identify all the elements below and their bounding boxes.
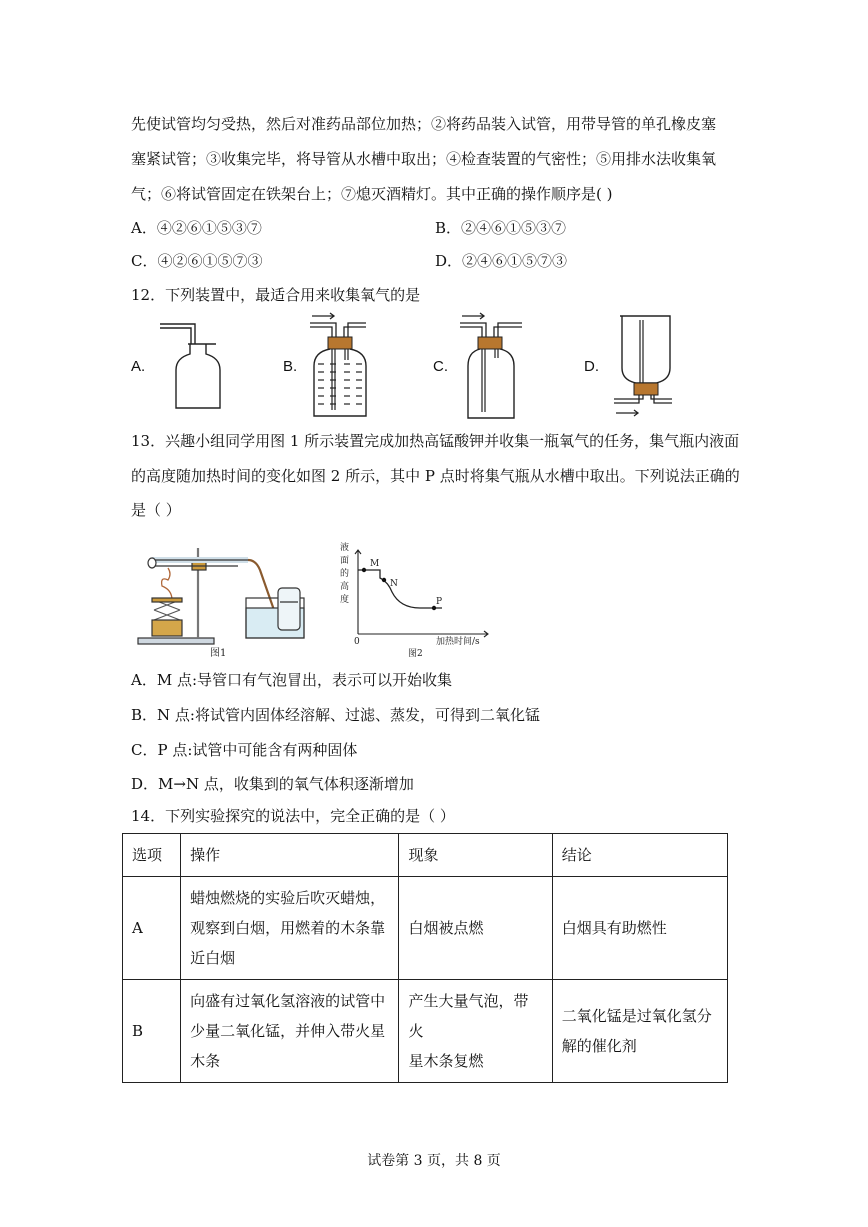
fig2-point-n bbox=[382, 578, 386, 582]
row-b-phenomenon-line-1: 产生大量气泡，带火 bbox=[408, 992, 529, 1040]
q12-label-a: A. bbox=[131, 358, 146, 375]
figure-1-apparatus bbox=[128, 540, 320, 662]
row-b-phenomenon-line-2: 星木条复燃 bbox=[408, 1052, 484, 1070]
q13-option-c: C．P 点:试管中可能含有两种固体 bbox=[131, 741, 358, 759]
q12-stem: 12．下列装置中，最适合用来收集氧气的是 bbox=[131, 286, 421, 304]
row-b-conclusion-line-1: 二氧化锰是过氧化氢分 bbox=[561, 1007, 712, 1025]
table-row bbox=[123, 980, 728, 1083]
figure-2-chart bbox=[330, 530, 500, 662]
q11-option-b: B．②④⑥①⑤③⑦ bbox=[435, 219, 567, 237]
row-a-operation-line-3: 近白烟 bbox=[190, 949, 236, 967]
fig2-ylabel-1: 液 bbox=[340, 543, 350, 553]
row-b-conclusion-line-2: 解的催化剂 bbox=[561, 1037, 637, 1055]
apparatus-d-bottle bbox=[606, 308, 686, 424]
header-conclusion: 结论 bbox=[552, 834, 727, 877]
q12-label-d: D. bbox=[584, 358, 599, 375]
apparatus-b-bottle bbox=[300, 308, 380, 424]
fig2-origin-label: 0 bbox=[354, 637, 360, 647]
fig2-point-p bbox=[432, 606, 436, 610]
q11-line-2: 塞紧试管；③收集完毕，将导管从水槽中取出；④检查装置的气密性；⑤用排水法收集氧 bbox=[131, 150, 717, 168]
q13-option-b: B．N 点:将试管内固体经溶解、过滤、蒸发，可得到二氧化锰 bbox=[131, 706, 540, 724]
q13-option-a: A．M 点:导管口有气泡冒出，表示可以开始收集 bbox=[131, 671, 453, 689]
row-b-option: B bbox=[123, 980, 181, 1083]
q13-line-2: 的高度随加热时间的变化如图 2 所示，其中 P 点时将集气瓶从水槽中取出。下列说法正确的 bbox=[131, 467, 740, 485]
q11-option-c: C．④②⑥①⑤⑦③ bbox=[131, 252, 263, 270]
q14-stem: 14．下列实验探究的说法中，完全正确的是（ ） bbox=[131, 807, 455, 825]
row-a-option: A bbox=[123, 877, 181, 980]
row-b-operation-line-2: 少量二氧化锰，并伸入带火星 bbox=[190, 1022, 386, 1040]
fig2-point-n-label: N bbox=[390, 579, 398, 589]
header-phenomenon: 现象 bbox=[399, 834, 552, 877]
table-row bbox=[123, 877, 728, 980]
row-a-phenomenon-line-1: 白烟被点燃 bbox=[408, 919, 484, 937]
q11-line-3: 气；⑥将试管固定在铁架台上；⑦熄灭酒精灯。其中正确的操作顺序是( ) bbox=[131, 185, 613, 203]
row-b-conclusion bbox=[552, 980, 727, 1083]
row-b-operation-line-3: 木条 bbox=[190, 1052, 221, 1070]
apparatus-c-bottle bbox=[450, 308, 530, 424]
q14-table bbox=[122, 833, 728, 1083]
row-a-phenomenon bbox=[399, 877, 552, 980]
q11-option-d: D．②④⑥①⑤⑦③ bbox=[435, 252, 568, 270]
q11-option-a: A．④②⑥①⑤③⑦ bbox=[131, 219, 262, 237]
row-a-operation-line-1: 蜡烛燃烧的实验后吹灭蜡烛， bbox=[190, 889, 386, 907]
fig2-xlabel: 加热时间/s bbox=[436, 637, 480, 647]
figure-2-caption: 图2 bbox=[408, 649, 423, 659]
q11-line-1: 先使试管均匀受热，然后对准药品部位加热；②将药品装入试管，用带导管的单孔橡皮塞 bbox=[131, 115, 717, 133]
row-b-operation bbox=[181, 980, 399, 1083]
header-option: 选项 bbox=[123, 834, 181, 877]
table-header-row bbox=[123, 834, 728, 877]
fig2-ylabel-4: 高 bbox=[340, 582, 350, 592]
page-footer: 试卷第 3 页，共 8 页 bbox=[367, 1153, 501, 1169]
row-a-operation bbox=[181, 877, 399, 980]
q12-label-c: C. bbox=[433, 358, 448, 375]
row-a-conclusion bbox=[552, 877, 727, 980]
q13-line-3: 是（ ） bbox=[131, 501, 181, 519]
fig2-ylabel-5: 度 bbox=[340, 595, 350, 605]
apparatus-a-bottle bbox=[150, 318, 230, 414]
figure-1-caption: 图1 bbox=[210, 648, 227, 659]
fig2-ylabel-2: 面 bbox=[340, 556, 350, 566]
header-operation: 操作 bbox=[181, 834, 399, 877]
q12-label-b: B. bbox=[283, 358, 298, 375]
row-a-conclusion-line-1: 白烟具有助燃性 bbox=[561, 919, 667, 937]
row-a-operation-line-2: 观察到白烟，用燃着的木条靠 bbox=[190, 919, 386, 937]
fig2-point-p-label: P bbox=[436, 597, 443, 607]
fig2-point-m-label: M bbox=[370, 559, 380, 569]
fig2-ylabel-3: 的 bbox=[340, 569, 350, 579]
fig2-point-m bbox=[362, 568, 366, 572]
q13-option-d: D．M→N 点，收集到的氧气体积逐渐增加 bbox=[131, 775, 414, 793]
row-b-operation-line-1: 向盛有过氧化氢溶液的试管中 bbox=[190, 992, 386, 1010]
row-b-phenomenon bbox=[399, 980, 552, 1083]
q13-line-1: 13．兴趣小组同学用图 1 所示装置完成加热高锰酸钾并收集一瓶氧气的任务，集气瓶内液面 bbox=[131, 432, 740, 450]
